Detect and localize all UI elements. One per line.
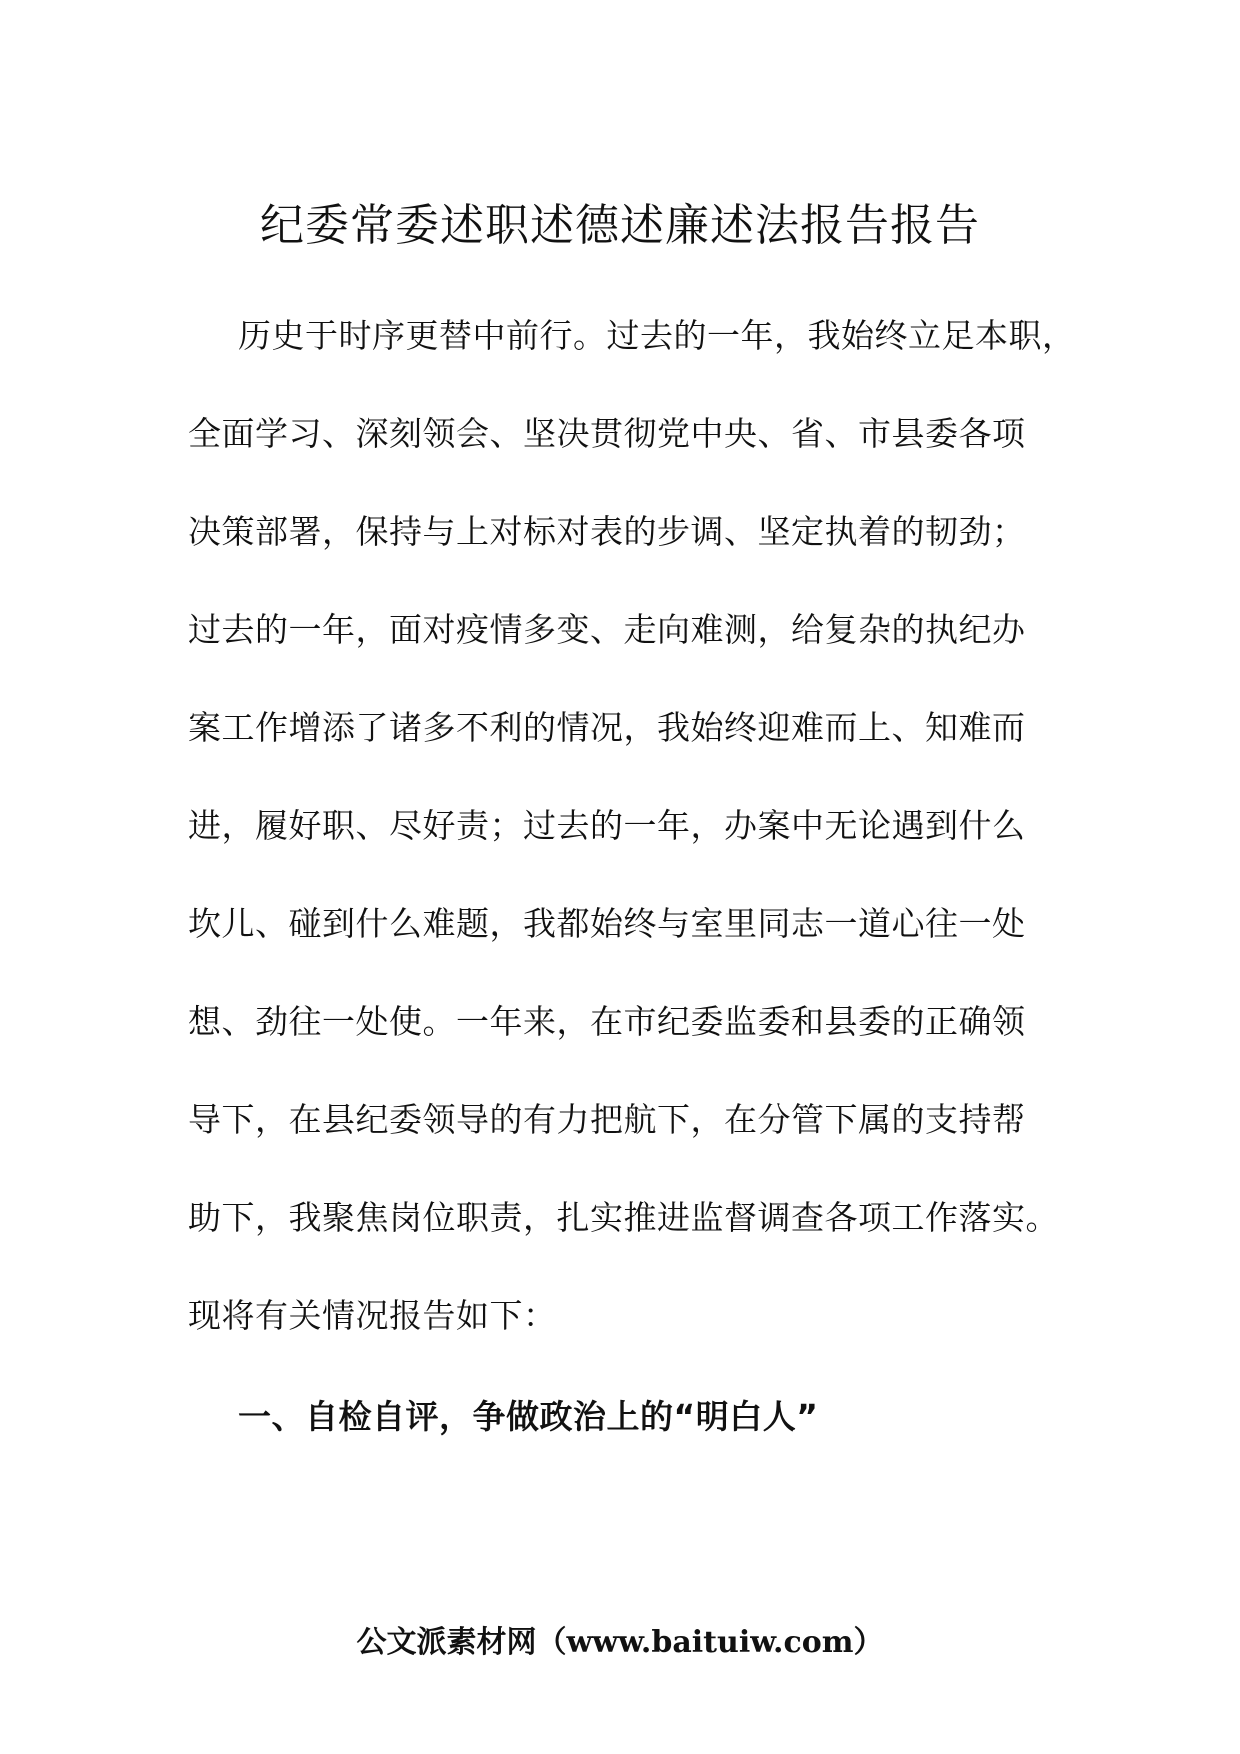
paragraph-line: 历史于时序更替中前行。过去的一年，我始终立足本职， <box>238 316 1076 355</box>
footer-watermark: 公文派素材网（www.baituiw.com） <box>356 1625 884 1660</box>
paragraph-line: 导下，在县纪委领导的有力把航下，在分管下属的支持帮 <box>188 1100 1026 1139</box>
paragraph-line: 过去的一年，面对疫情多变、走向难测，给复杂的执纪办 <box>188 610 1026 649</box>
paragraph-line: 全面学习、深刻领会、坚决贯彻党中央、省、市县委各项 <box>188 414 1026 453</box>
document-title: 纪委常委述职述德述廉述法报告报告 <box>260 200 980 251</box>
paragraph-line: 案工作增添了诸多不利的情况，我始终迎难而上、知难而 <box>188 708 1026 747</box>
paragraph-line: 进，履好职、尽好责；过去的一年，办案中无论遇到什么 <box>188 806 1026 845</box>
paragraph-line: 现将有关情况报告如下： <box>188 1296 557 1335</box>
paragraph-line: 想、劲往一处使。一年来，在市纪委监委和县委的正确领 <box>188 1002 1026 1041</box>
paragraph-line: 决策部署，保持与上对标对表的步调、坚定执着的韧劲； <box>188 512 1026 551</box>
paragraph-line: 坎儿、碰到什么难题，我都始终与室里同志一道心往一处 <box>188 904 1026 943</box>
paragraph-line: 助下，我聚焦岗位职责，扎实推进监督调查各项工作落实。 <box>188 1198 1059 1237</box>
section-heading: 一、自检自评，争做政治上的“明白人” <box>238 1397 819 1436</box>
